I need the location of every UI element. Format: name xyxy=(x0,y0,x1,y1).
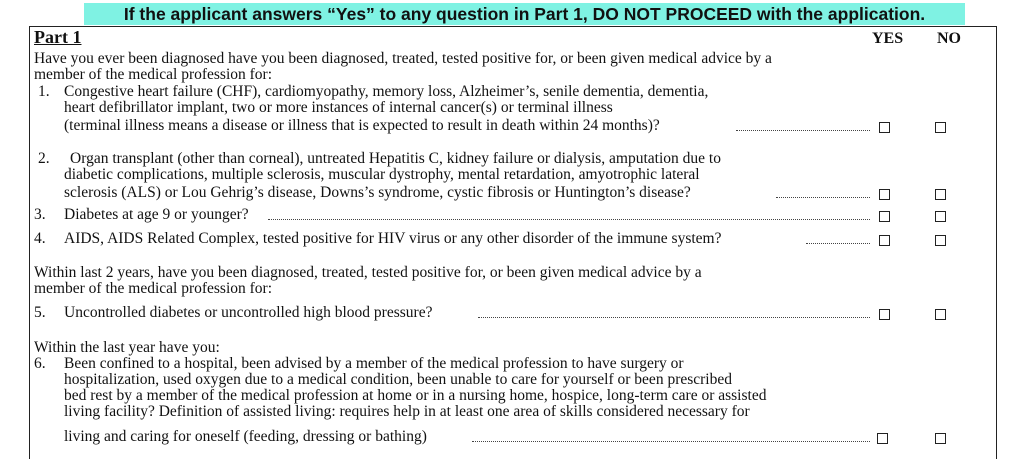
question-3-leader-dots xyxy=(268,207,870,220)
question-2-yes-checkbox[interactable] xyxy=(879,189,890,200)
question-2-line-1: Organ transplant (other than corneal), untreated Hepatitis C, kidney failure or dialysis, amputation due to xyxy=(70,150,721,167)
question-1-leader-dots xyxy=(736,118,870,131)
question-2-number: 2. xyxy=(38,150,50,167)
question-3-line-1: Diabetes at age 9 or younger? xyxy=(64,206,249,223)
question-6-line-2: hospitalization, used oxygen due to a medical condition, been unable to care for yourself or been prescribed xyxy=(64,371,732,388)
question-1-no-checkbox[interactable] xyxy=(935,122,946,133)
question-1-line-3: (terminal illness means a disease or illness that is expected to result in death within 24 months)? xyxy=(64,117,660,134)
question-2-leader-dots xyxy=(776,185,870,198)
intro-last-year-line: Within the last year have you: xyxy=(34,339,220,356)
warning-banner: If the applicant answers “Yes” to any question in Part 1, DO NOT PROCEED with the application. xyxy=(84,3,965,25)
intro-ever-line-1: Have you ever been diagnosed have you been diagnosed, treated, tested positive for, or been given medical advice by a xyxy=(34,50,772,67)
question-6-leader-dots xyxy=(472,429,870,442)
part-title: Part 1 xyxy=(34,27,82,47)
question-5-no-checkbox[interactable] xyxy=(935,309,946,320)
question-4-leader-dots xyxy=(806,231,870,244)
question-3-yes-checkbox[interactable] xyxy=(879,211,890,222)
question-5-line-1: Uncontrolled diabetes or uncontrolled high blood pressure? xyxy=(64,304,433,321)
question-1-line-2: heart defibrillator implant, two or more instances of internal cancer(s) or terminal illness xyxy=(64,99,613,116)
question-6-line-1: Been confined to a hospital, been advised by a member of the medical profession to have surgery or xyxy=(64,355,684,372)
question-6-line-3: bed rest by a member of the medical profession at home or in a nursing home, hospice, long-term care or assisted xyxy=(64,387,767,404)
question-6-number: 6. xyxy=(34,355,46,372)
question-6-line-4: living facility? Definition of assisted living: requires help in at least one area of skills considered necessary for xyxy=(64,403,750,420)
question-5-yes-checkbox[interactable] xyxy=(879,309,890,320)
question-2-line-3: sclerosis (ALS) or Lou Gehrig’s disease, Downs’s syndrome, cystic fibrosis or Huntington’s disease? xyxy=(64,184,691,201)
question-3-number: 3. xyxy=(34,206,46,223)
question-4-number: 4. xyxy=(34,230,46,247)
yes-column-header: YES xyxy=(872,30,904,47)
question-1-number: 1. xyxy=(38,83,50,100)
intro-ever-line-2: member of the medical profession for: xyxy=(34,66,273,83)
no-column-header: NO xyxy=(937,30,961,47)
question-4-yes-checkbox[interactable] xyxy=(879,235,890,246)
question-1-yes-checkbox[interactable] xyxy=(879,122,890,133)
question-4-no-checkbox[interactable] xyxy=(935,235,946,246)
question-4-line-1: AIDS, AIDS Related Complex, tested positive for HIV virus or any other disorder of the immune system? xyxy=(64,230,722,247)
question-6-yes-checkbox[interactable] xyxy=(877,433,888,444)
question-1-line-1: Congestive heart failure (CHF), cardiomyopathy, memory loss, Alzheimer’s, senile dementia, dementia, xyxy=(64,83,709,100)
question-3-no-checkbox[interactable] xyxy=(935,211,946,222)
question-2-line-2: diabetic complications, multiple sclerosis, muscular dystrophy, mental retardation, amyotrophic lateral xyxy=(64,166,700,183)
question-6-no-checkbox[interactable] xyxy=(935,433,946,444)
question-2-no-checkbox[interactable] xyxy=(935,189,946,200)
intro-2-years-line-1: Within last 2 years, have you been diagnosed, treated, tested positive for, or been given medical advice by a xyxy=(34,264,702,281)
question-6-line-5: living and caring for oneself (feeding, dressing or bathing) xyxy=(64,428,427,445)
question-5-leader-dots xyxy=(478,305,870,318)
intro-2-years-line-2: member of the medical profession for: xyxy=(34,280,273,297)
question-5-number: 5. xyxy=(34,304,46,321)
